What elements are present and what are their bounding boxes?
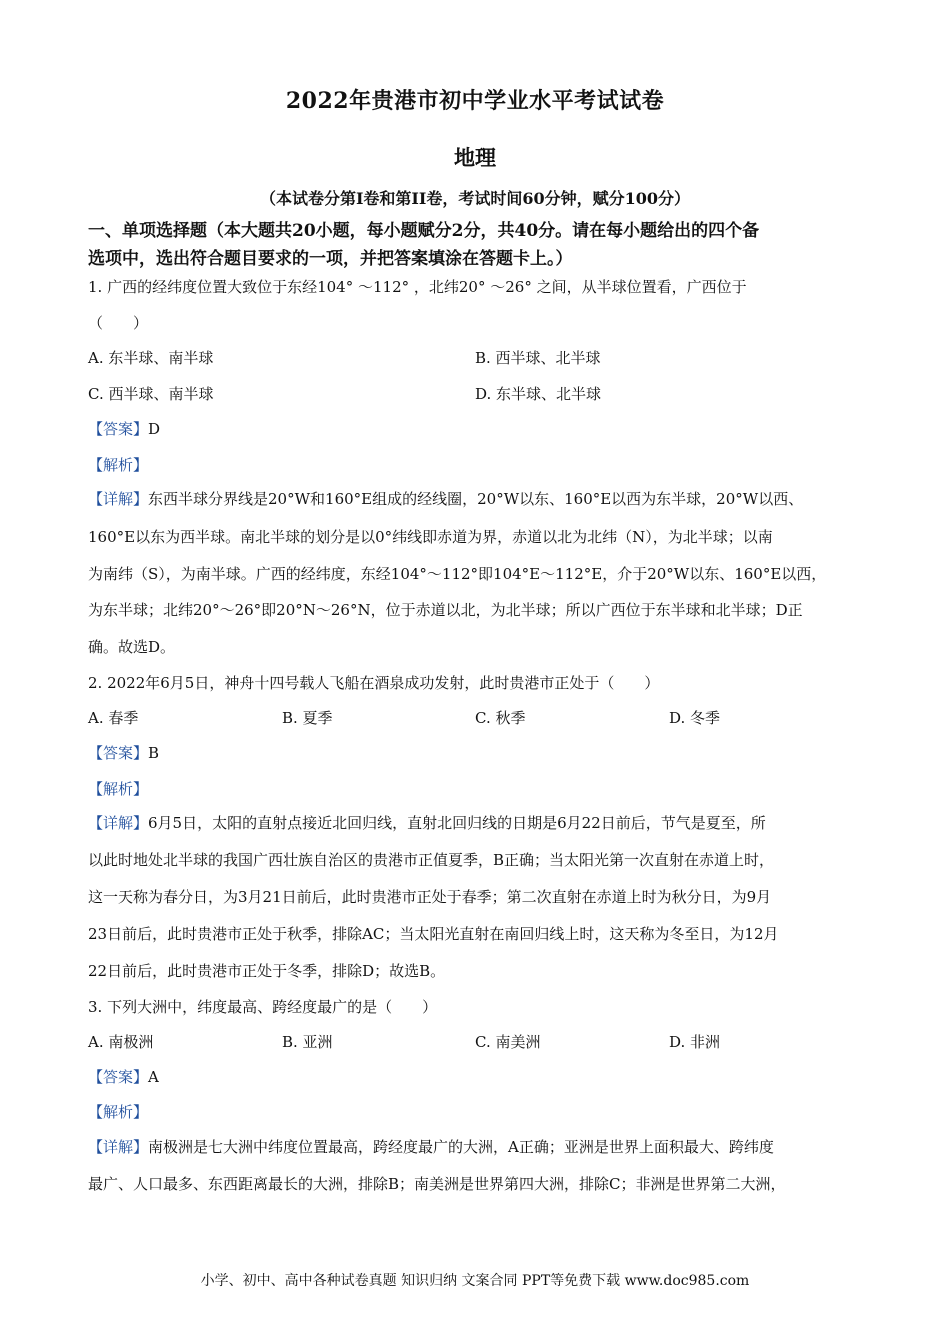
q1-detail-line: 160°E以东为西半球。南北半球的划分是以0°纬线即赤道为界，赤道以北为北纬（N），为北半球；以南 — [88, 528, 773, 546]
analysis-tag: 【解析】 — [88, 456, 149, 474]
analysis-tag: 【解析】 — [88, 1103, 149, 1121]
q3-stem: 3. 下列大洲中，纬度最高、跨经度最广的是（ ） — [88, 998, 438, 1016]
q1-analysis-tag — [88, 454, 148, 475]
section-heading-line2: 选项中，选出符合题目要求的一项，并把答案填涂在答题卡上。） — [88, 249, 573, 269]
q2-answer-value: B — [148, 744, 160, 762]
exam-title: 2022年贵港市初中学业水平考试试卷 — [285, 88, 665, 114]
q3-detail-text: 南极洲是七大洲中纬度位置最高，跨经度最广的大洲，A正确；亚洲是世界上面积最大、跨纬度 — [148, 1138, 774, 1156]
q1-detail-line: 为南纬（S），为南半球。广西的经纬度，东经104°～112°即104°E～112°E，介于20°W以东、160°E以西， — [88, 565, 827, 583]
q1-detail-line — [88, 488, 803, 509]
q2-detail-line: 以此时地处北半球的我国广西壮族自治区的贵港市正值夏季，B正确；当太阳光第一次直射在赤道上时， — [88, 851, 775, 869]
section-heading-line1: 一、单项选择题（本大题共20小题，每小题赋分2分，共40分。请在每小题给出的四个备 — [88, 221, 760, 241]
detail-tag: 【详解】 — [88, 490, 149, 508]
q3-option-a: A. 南极洲 — [88, 1033, 154, 1051]
q1-option-d: D. 东半球、北半球 — [475, 385, 602, 403]
q3-detail-line: 最广、人口最多、东西距离最长的大洲，排除B；南美洲是世界第四大洲，排除C；非洲是世界第二大洲， — [88, 1175, 786, 1193]
exam-note: （本试卷分第I卷和第II卷，考试时间60分钟，赋分100分） — [259, 189, 691, 208]
q2-analysis-tag — [88, 778, 148, 799]
analysis-tag: 【解析】 — [88, 780, 149, 798]
q2-answer — [88, 742, 159, 763]
q2-detail-line: 23日前后，此时贵港市正处于秋季，排除AC；当太阳光直射在南回归线上时，这天称为冬至日，为12月 — [88, 925, 779, 943]
q1-detail-line: 为东半球；北纬20°～26°即20°N～26°N，位于赤道以北，为北半球；所以广西位于东半球和北半球；D正 — [88, 601, 803, 619]
q1-answer — [88, 418, 160, 439]
q3-option-b: B. 亚洲 — [282, 1033, 333, 1051]
q2-option-b: B. 夏季 — [282, 709, 333, 727]
q3-answer-value: A — [148, 1068, 159, 1086]
q1-option-a: A. 东半球、南半球 — [88, 349, 214, 367]
q3-detail-line — [88, 1136, 774, 1157]
q1-detail-line: 确。故选D。 — [88, 638, 176, 656]
answer-tag: 【答案】 — [88, 1068, 149, 1086]
q2-detail-text: 6月5日，太阳的直射点接近北回归线，直射北回归线的日期是6月22日前后，节气是夏至，所 — [148, 814, 766, 832]
q3-option-c: C. 南美洲 — [475, 1033, 541, 1051]
q2-detail-line: 22日前后，此时贵港市正处于冬季，排除D；故选B。 — [88, 962, 446, 980]
q1-detail-text: 东西半球分界线是20°W和160°E组成的经线圈，20°W以东、160°E以西为东半球，20°W以西、 — [148, 490, 804, 508]
q3-analysis-tag — [88, 1101, 148, 1122]
q3-option-d: D. 非洲 — [669, 1033, 721, 1051]
q1-option-c: C. 西半球、南半球 — [88, 385, 214, 403]
q2-detail-line — [88, 812, 766, 833]
page-footer: 小学、初中、高中各种试卷真题 知识归纳 文案合同 PPT等免费下载 www.doc985.com — [200, 1273, 750, 1289]
q1-answer-value: D — [148, 420, 161, 438]
q2-detail-line: 这一天称为春分日，为3月21日前后，此时贵港市正处于春季；第二次直射在赤道上时为秋分日，为9月 — [88, 888, 772, 906]
detail-tag: 【详解】 — [88, 1138, 149, 1156]
answer-tag: 【答案】 — [88, 744, 149, 762]
q2-option-a: A. 春季 — [88, 709, 139, 727]
subject-title: 地理 — [454, 145, 496, 170]
answer-tag: 【答案】 — [88, 420, 149, 438]
detail-tag: 【详解】 — [88, 814, 149, 832]
q3-answer — [88, 1066, 159, 1087]
q1-stem-blank: （ ） — [88, 314, 149, 332]
q2-option-c: C. 秋季 — [475, 709, 526, 727]
q2-option-d: D. 冬季 — [669, 709, 721, 727]
q1-stem: 1. 广西的经纬度位置大致位于东经104° ～112° ，北纬20° ～26° 之间，从半球位置看，广西位于 — [88, 278, 747, 296]
q2-stem: 2. 2022年6月5日，神舟十四号载人飞船在酒泉成功发射，此时贵港市正处于（ ） — [88, 674, 660, 692]
q1-option-b: B. 西半球、北半球 — [475, 349, 601, 367]
